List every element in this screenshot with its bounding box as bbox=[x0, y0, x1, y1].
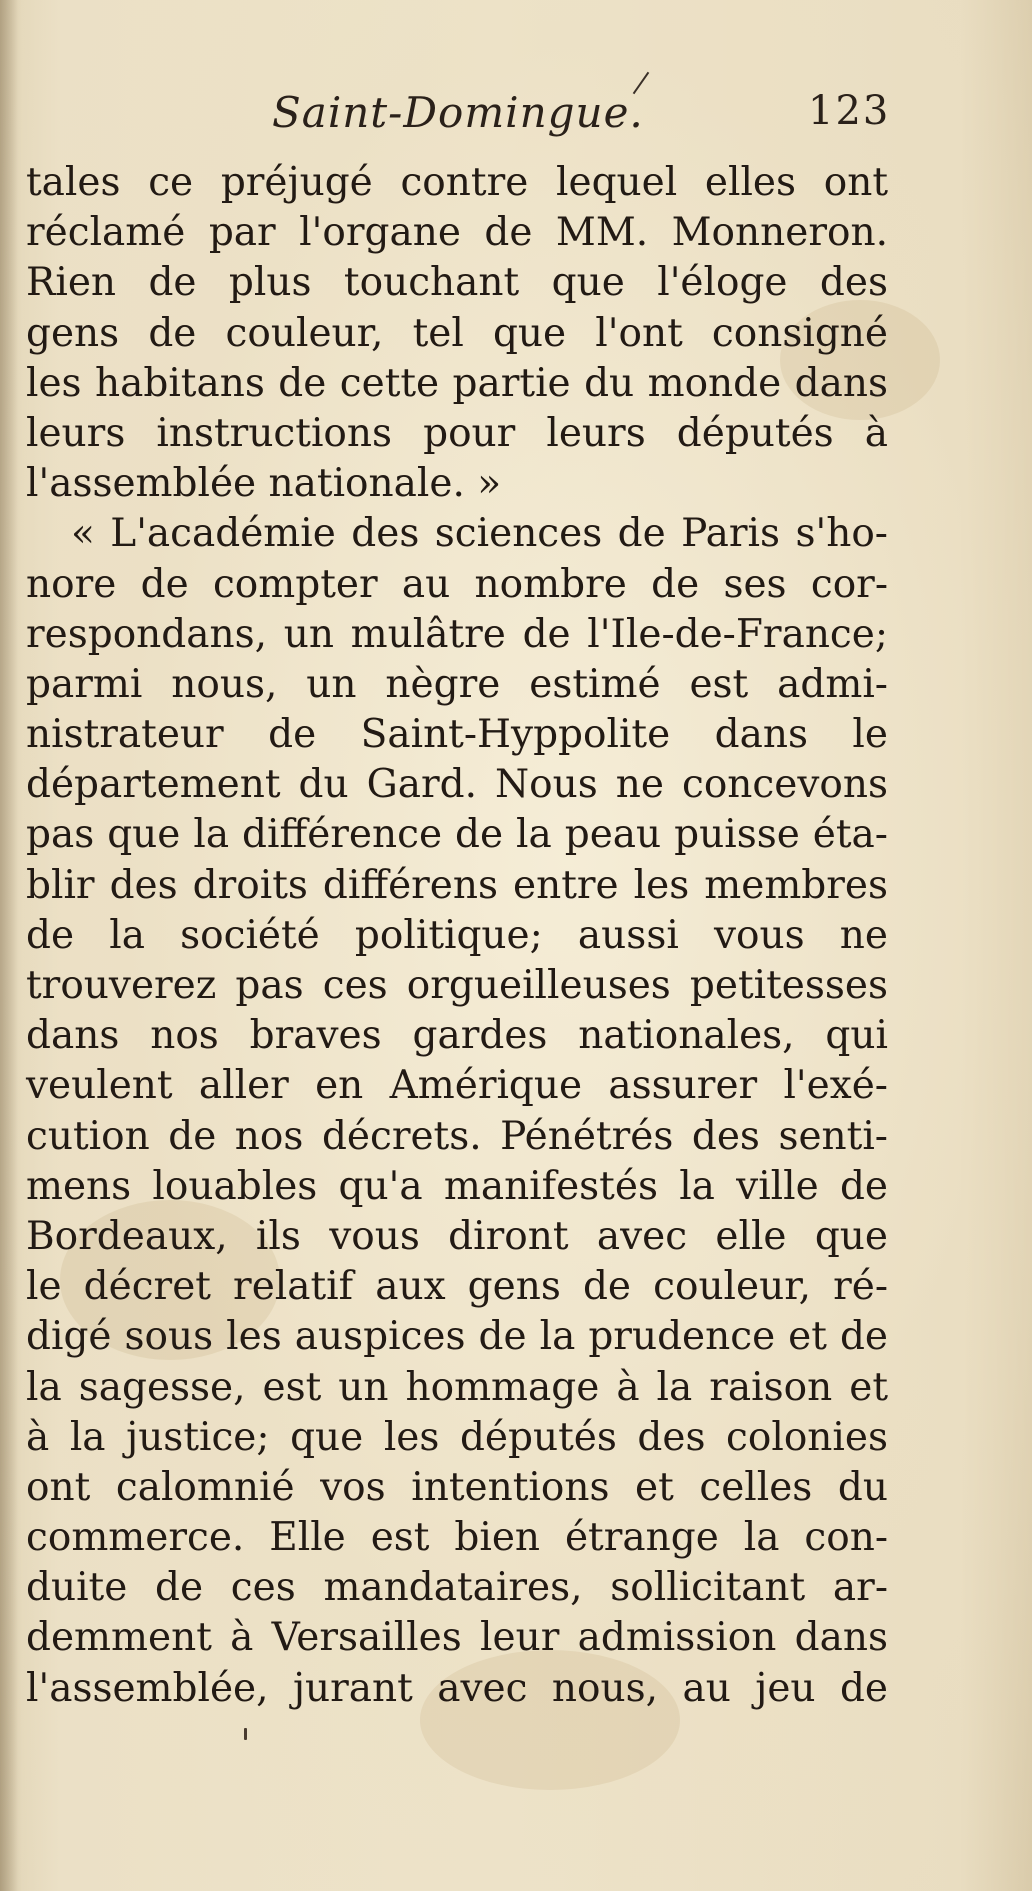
text-line: demment à Versailles leur admission dans bbox=[26, 1615, 888, 1661]
text-line: le décret relatif aux gens de couleur, ré- bbox=[26, 1264, 888, 1310]
text-line: ont calomnié vos intentions et celles du bbox=[26, 1464, 888, 1510]
text-line: commerce. Elle est bien étrange la con- bbox=[26, 1515, 888, 1561]
text-line: blir des droits différens entre les membres bbox=[26, 862, 888, 908]
text-line: cution de nos décrets. Pénétrés des senti- bbox=[26, 1113, 888, 1159]
text-line: Bordeaux, ils vous diront avec elle que bbox=[26, 1213, 888, 1259]
text-line: tales ce préjugé contre lequel elles ont bbox=[26, 160, 888, 205]
running-head bbox=[0, 88, 1032, 148]
text-line: leurs instructions pour leurs députés à bbox=[26, 410, 888, 456]
text-line: Rien de plus touchant que l'éloge des bbox=[26, 260, 888, 306]
text-line: respondans, un mulâtre de l'Ile-de-France; bbox=[26, 611, 888, 657]
text-line: la sagesse, est un hommage à la raison et bbox=[26, 1364, 888, 1410]
page-number: 123 bbox=[808, 88, 891, 134]
text-line: département du Gard. Nous ne concevons bbox=[26, 762, 888, 808]
text-line: duite de ces mandataires, sollicitant ar- bbox=[26, 1565, 888, 1611]
text-line: gens de couleur, tel que l'ont consigné bbox=[26, 310, 888, 356]
text-line: trouverez pas ces orgueilleuses petitesses bbox=[26, 963, 888, 1008]
text-line: « L'académie des sciences de Paris s'ho- bbox=[71, 511, 888, 557]
binding-gutter bbox=[0, 0, 18, 1891]
text-line: parmi nous, un nègre estimé est admi- bbox=[26, 661, 888, 707]
text-line: nore de compter au nombre de ses cor- bbox=[26, 561, 888, 607]
text-line: l'assemblée nationale. » bbox=[26, 461, 502, 507]
text-line: digé sous les auspices de la prudence et de bbox=[26, 1314, 888, 1360]
running-title: Saint-Domingue. bbox=[272, 88, 644, 137]
ink-mark bbox=[244, 1728, 247, 1740]
text-line: l'assemblée, jurant avec nous, au jeu de bbox=[26, 1665, 888, 1711]
text-line: mens louables qu'a manifestés la ville de bbox=[26, 1163, 888, 1209]
body-text bbox=[26, 158, 888, 1714]
text-line: réclamé par l'organe de MM. Monneron. bbox=[26, 210, 888, 256]
text-line: pas que la différence de la peau puisse éta- bbox=[26, 812, 888, 858]
text-line: à la justice; que les députés des colonies bbox=[26, 1414, 888, 1460]
text-line: nistrateur de Saint-Hyppolite dans le bbox=[26, 712, 888, 758]
text-line: dans nos braves gardes nationales, qui bbox=[26, 1013, 888, 1059]
text-line: les habitans de cette partie du monde dans bbox=[26, 360, 888, 406]
text-line: de la société politique; aussi vous ne bbox=[26, 912, 888, 958]
text-line: veulent aller en Amérique assurer l'exé- bbox=[26, 1063, 888, 1109]
